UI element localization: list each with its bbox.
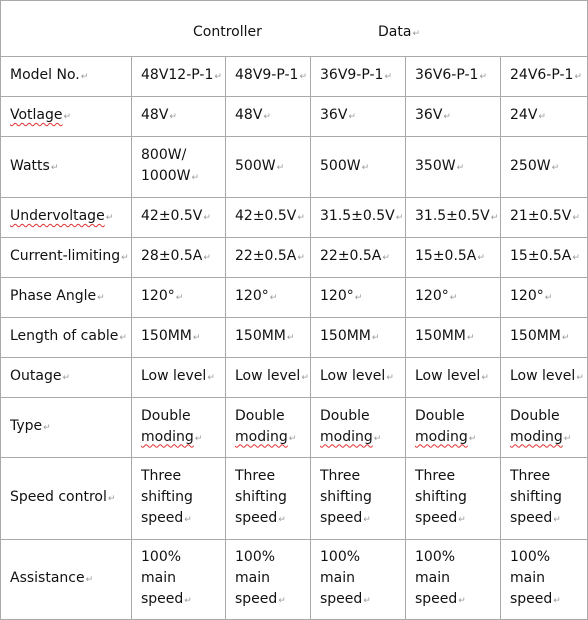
- table-cell[interactable]: 150MM↵: [406, 318, 501, 358]
- table-cell[interactable]: 150MM↵: [132, 318, 226, 358]
- table-cell[interactable]: Three shifting speed↵: [226, 458, 311, 540]
- row-label-outage[interactable]: Outage↵: [1, 358, 132, 398]
- table-cell[interactable]: Three shifting speed↵: [406, 458, 501, 540]
- table-cell[interactable]: 100% main speed↵: [501, 540, 588, 620]
- table-cell[interactable]: 21±0.5V↵: [501, 198, 588, 238]
- table-cell[interactable]: 36V9-P-1↵: [311, 57, 406, 97]
- header-row: [1, 1, 588, 57]
- table-cell[interactable]: Double moding↵: [406, 398, 501, 458]
- table-cell[interactable]: 120°↵: [311, 278, 406, 318]
- table-cell[interactable]: 500W↵: [226, 137, 311, 198]
- table-cell[interactable]: Low level↵: [501, 358, 588, 398]
- table-cell[interactable]: 250W↵: [501, 137, 588, 198]
- table-cell[interactable]: 150MM↵: [226, 318, 311, 358]
- table-row: [1, 318, 588, 358]
- table-cell[interactable]: 22±0.5A↵: [311, 238, 406, 278]
- row-label-undervoltage[interactable]: Undervoltage↵: [1, 198, 132, 238]
- table-cell[interactable]: Low level↵: [226, 358, 311, 398]
- table-cell[interactable]: 42±0.5V↵: [132, 198, 226, 238]
- row-label-model-no[interactable]: Model No.↵: [1, 57, 132, 97]
- table-row: [1, 278, 588, 318]
- table-cell[interactable]: 36V↵: [406, 97, 501, 137]
- table-cell[interactable]: 500W↵: [311, 137, 406, 198]
- table-cell[interactable]: Three shifting speed↵: [132, 458, 226, 540]
- row-label-phase-angle[interactable]: Phase Angle↵: [1, 278, 132, 318]
- table-cell[interactable]: 24V6-P-1↵: [501, 57, 588, 97]
- table-row: [1, 358, 588, 398]
- table-cell[interactable]: 24V↵: [501, 97, 588, 137]
- table-cell[interactable]: 36V↵: [311, 97, 406, 137]
- table-cell[interactable]: 120°↵: [501, 278, 588, 318]
- row-label-type[interactable]: Type↵: [1, 398, 132, 458]
- table-cell[interactable]: 42±0.5V↵: [226, 198, 311, 238]
- table-cell[interactable]: Double moding↵: [311, 398, 406, 458]
- table-cell[interactable]: 15±0.5A↵: [501, 238, 588, 278]
- table-cell[interactable]: 48V9-P-1↵: [226, 57, 311, 97]
- table-cell[interactable]: Double moding↵: [226, 398, 311, 458]
- table-row: [1, 458, 588, 540]
- table-cell[interactable]: 800W/ 1000W↵: [132, 137, 226, 198]
- row-label-length-of-cable[interactable]: Length of cable↵: [1, 318, 132, 358]
- table-cell[interactable]: 48V↵: [226, 97, 311, 137]
- table-cell[interactable]: 100% main speed↵: [406, 540, 501, 620]
- table-cell[interactable]: Three shifting speed↵: [501, 458, 588, 540]
- table-cell[interactable]: 36V6-P-1↵: [406, 57, 501, 97]
- table-cell[interactable]: 22±0.5A↵: [226, 238, 311, 278]
- table-cell[interactable]: 31.5±0.5V↵: [311, 198, 406, 238]
- table-cell[interactable]: 15±0.5A↵: [406, 238, 501, 278]
- table-cell[interactable]: 120°↵: [226, 278, 311, 318]
- table-row: [1, 57, 588, 97]
- row-label-speed-control[interactable]: Speed control↵: [1, 458, 132, 540]
- table-cell[interactable]: Low level↵: [406, 358, 501, 398]
- table-row: [1, 198, 588, 238]
- table-cell[interactable]: 100% main speed↵: [226, 540, 311, 620]
- row-label-assistance[interactable]: Assistance↵: [1, 540, 132, 620]
- table-cell[interactable]: 350W↵: [406, 137, 501, 198]
- table-cell[interactable]: 150MM↵: [311, 318, 406, 358]
- row-label-watts[interactable]: Watts↵: [1, 137, 132, 198]
- table-cell[interactable]: Three shifting speed↵: [311, 458, 406, 540]
- table-cell[interactable]: 28±0.5A↵: [132, 238, 226, 278]
- row-label-votlage[interactable]: Votlage↵: [1, 97, 132, 137]
- table-cell[interactable]: 48V↵: [132, 97, 226, 137]
- table-cell[interactable]: 120°↵: [132, 278, 226, 318]
- table-cell[interactable]: Double moding↵: [132, 398, 226, 458]
- table-cell[interactable]: 48V12-P-1↵: [132, 57, 226, 97]
- table-cell[interactable]: 100% main speed↵: [311, 540, 406, 620]
- table-cell[interactable]: 31.5±0.5V↵: [406, 198, 501, 238]
- table-row: [1, 137, 588, 198]
- table-row: [1, 398, 588, 458]
- table-cell[interactable]: 150MM↵: [501, 318, 588, 358]
- table-cell[interactable]: 100% main speed↵: [132, 540, 226, 620]
- header-data: Data↵: [378, 24, 420, 40]
- header-cell[interactable]: [1, 1, 588, 57]
- row-label-current-limiting[interactable]: Current-limiting↵: [1, 238, 132, 278]
- table-cell[interactable]: 120°↵: [406, 278, 501, 318]
- table-row: [1, 97, 588, 137]
- table-row: [1, 540, 588, 620]
- header-controller: Controller: [193, 24, 262, 40]
- table-cell[interactable]: Double moding↵: [501, 398, 588, 458]
- table-cell[interactable]: Low level↵: [132, 358, 226, 398]
- table-row: [1, 238, 588, 278]
- table-cell[interactable]: Low level↵: [311, 358, 406, 398]
